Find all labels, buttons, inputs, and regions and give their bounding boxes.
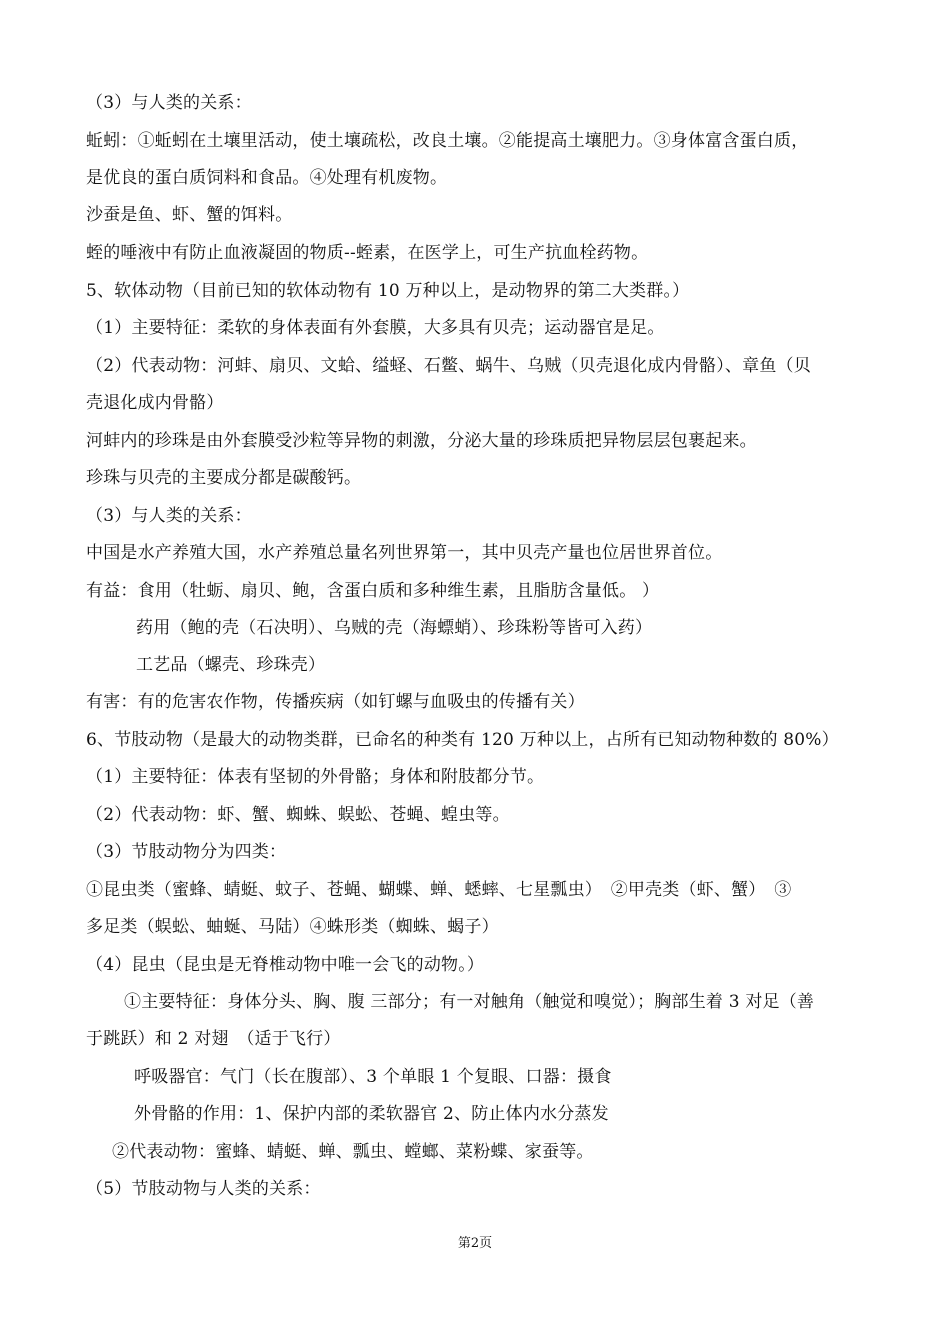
section-heading: 6、节肢动物（是最大的动物类群，已命名的种类有 120 万种以上，占所有已知动物种数的 80%） [86, 730, 839, 750]
text-line: 蚯蚓：①蚯蚓在土壤里活动，使土壤疏松，改良土壤。②能提高土壤肥力。③身体富含蛋白质， [86, 131, 809, 151]
text-line: （2）代表动物：河蚌、扇贝、文蛤、缢蛏、石鳖、蜗牛、乌贼（贝壳退化成内骨骼）、章鱼（贝 [86, 356, 811, 376]
section-heading: 5、软体动物（目前已知的软体动物有 10 万种以上，是动物界的第二大类群。） [86, 281, 690, 301]
text-line: 珍珠与贝壳的主要成分都是碳酸钙。 [86, 468, 362, 488]
text-line: ①昆虫类（蜜蜂、蜻蜓、蚊子、苍蝇、蝴蝶、蝉、蟋蟀、七星瓢虫） ②甲壳类（虾、蟹） ③ [86, 880, 792, 900]
text-line: （3）与人类的关系： [86, 93, 252, 113]
text-line: ①主要特征：身体分头、胸、腹 三部分；有一对触角（触觉和嗅觉）；胸部生着 3 对足（善 [124, 992, 815, 1012]
text-line: 呼吸器官：气门（长在腹部）、3 个单眼 1 个复眼、口器：摄食 [134, 1067, 612, 1087]
text-line: 多足类（蜈蚣、蚰蜒、马陆）④蛛形类（蜘蛛、蝎子） [86, 917, 499, 937]
text-line: 沙蚕是鱼、虾、蟹的饵料。 [86, 205, 293, 225]
text-line: 外骨骼的作用：1、保护内部的柔软器官 2、防止体内水分蒸发 [134, 1104, 609, 1124]
page-number: 第2页 [457, 1236, 493, 1251]
text-line: （2）代表动物：虾、蟹、蜘蛛、蜈蚣、苍蝇、蝗虫等。 [86, 805, 510, 825]
text-line: 于跳跃）和 2 对翅 （适于飞行） [86, 1029, 341, 1049]
text-line: 药用（鲍的壳（石决明）、乌贼的壳（海螵蛸）、珍珠粉等皆可入药） [136, 618, 653, 638]
text-line: （3）与人类的关系： [86, 506, 252, 526]
text-line: 是优良的蛋白质饲料和食品。④处理有机废物。 [86, 168, 448, 188]
text-line: （3）节肢动物分为四类： [86, 842, 287, 862]
text-line: （1）主要特征：体表有坚韧的外骨骼；身体和附肢都分节。 [86, 767, 545, 787]
text-line: 蛭的唾液中有防止血液凝固的物质--蛭素，在医学上，可生产抗血栓药物。 [86, 243, 649, 263]
text-line: 有害：有的危害农作物，传播疾病（如钉螺与血吸虫的传播有关） [86, 692, 585, 712]
text-line: （4）昆虫（昆虫是无脊椎动物中唯一会飞的动物。） [86, 955, 485, 975]
text-line: 有益：食用（牡蛎、扇贝、鲍，含蛋白质和多种维生素，且脂肪含量低。 ） [86, 581, 660, 601]
text-line: 壳退化成内骨骼） [86, 393, 224, 413]
text-line: ②代表动物：蜜蜂、蜻蜓、蝉、瓢虫、螳螂、菜粉蝶、家蚕等。 [112, 1142, 594, 1162]
text-line: 中国是水产养殖大国，水产养殖总量名列世界第一，其中贝壳产量也位居世界首位。 [86, 543, 723, 563]
text-line: 工艺品（螺壳、珍珠壳） [136, 655, 326, 675]
text-line: （1）主要特征：柔软的身体表面有外套膜，大多具有贝壳；运动器官是足。 [86, 318, 665, 338]
text-line: （5）节肢动物与人类的关系： [86, 1179, 321, 1199]
text-line: 河蚌内的珍珠是由外套膜受沙粒等异物的刺激，分泌大量的珍珠质把异物层层包裹起来。 [86, 431, 757, 451]
